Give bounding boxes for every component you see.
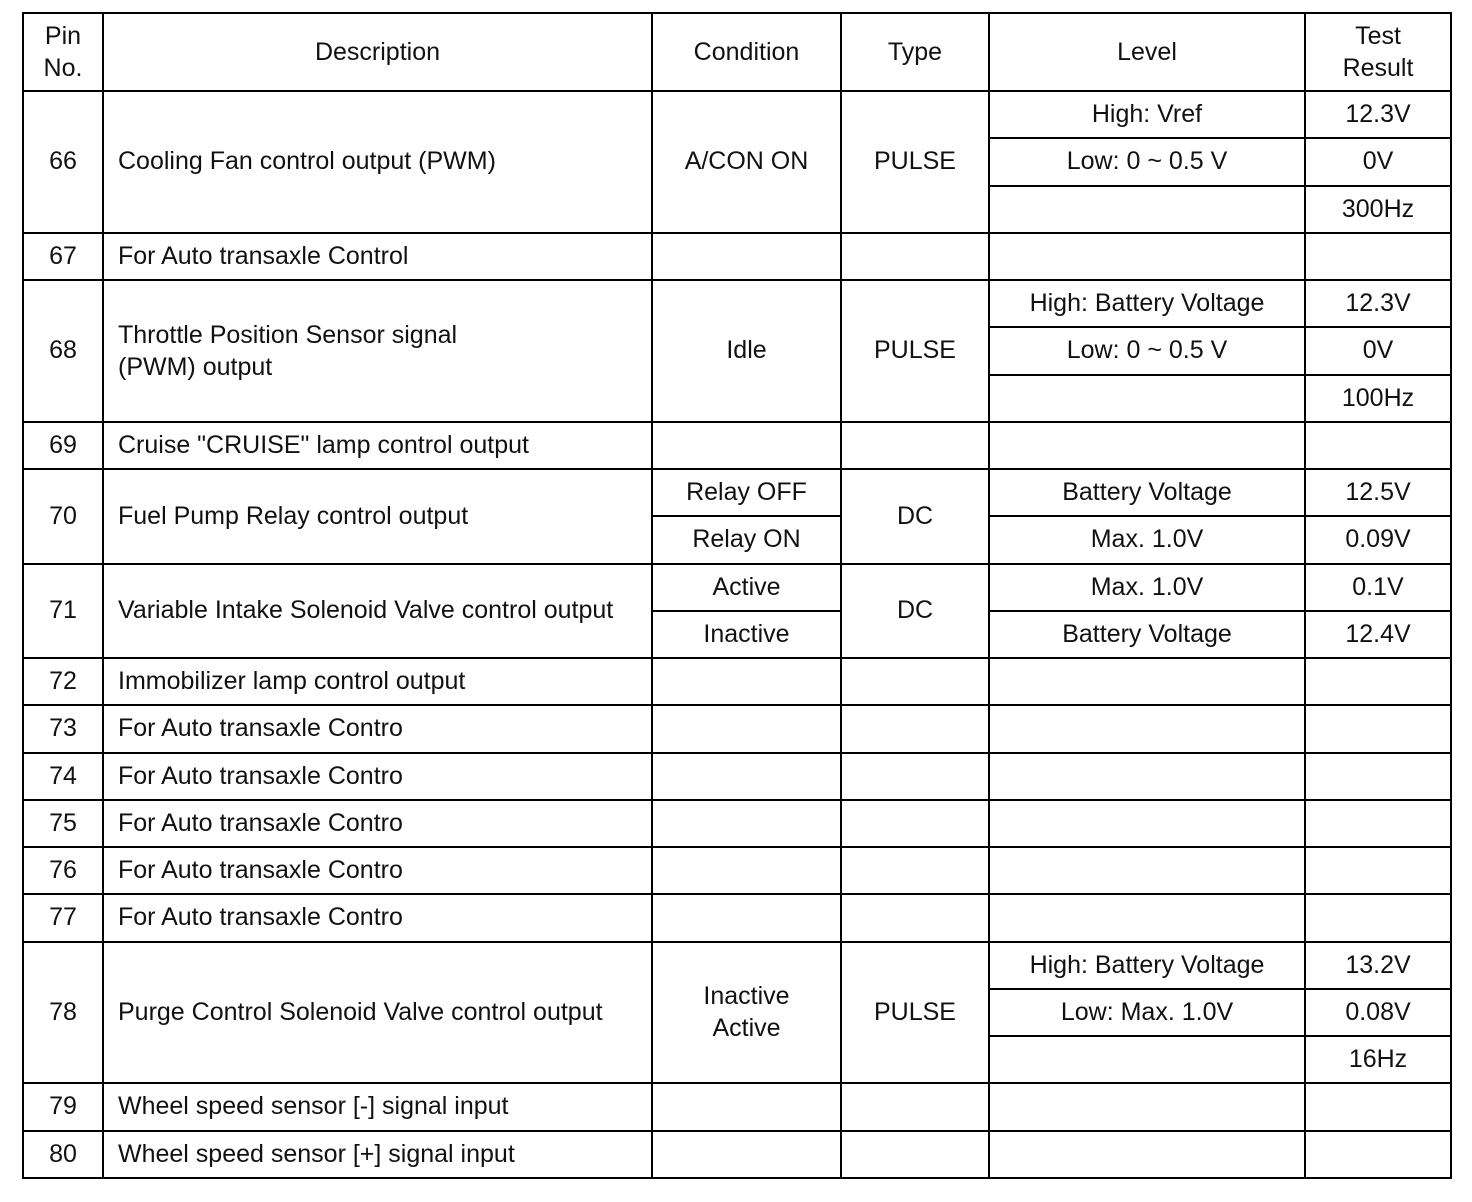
level-high: High: Battery Voltage: [989, 942, 1305, 989]
pin-condition: Inactive: [652, 611, 841, 658]
pin-level: [989, 894, 1305, 941]
table-row-pin-72: [23, 658, 1451, 705]
pin-level: [989, 705, 1305, 752]
header-description: Description: [103, 13, 652, 91]
pin-description: For Auto transaxle Contro: [103, 847, 652, 894]
pin-result: [1305, 753, 1451, 800]
pin-result: [1305, 705, 1451, 752]
pin-level: [989, 658, 1305, 705]
table-row-pin-67: [23, 233, 1451, 280]
result-frequency: 300Hz: [1305, 186, 1451, 233]
level-low: Low: Max. 1.0V: [989, 989, 1305, 1036]
result-low: 0V: [1305, 138, 1451, 185]
level-low: Low: 0 ~ 0.5 V: [989, 327, 1305, 374]
pin-result: [1305, 894, 1451, 941]
pin-type: PULSE: [841, 280, 989, 422]
pin-condition: [652, 1131, 841, 1179]
pin-type: [841, 422, 989, 469]
header-condition: Condition: [652, 13, 841, 91]
pin-result: 12.4V: [1305, 611, 1451, 658]
pin-type: DC: [841, 564, 989, 659]
pin-type: DC: [841, 469, 989, 564]
pin-number: 69: [23, 422, 103, 469]
pin-number: 68: [23, 280, 103, 422]
header-pin-no: Pin No.: [23, 13, 103, 91]
result-low: 0V: [1305, 327, 1451, 374]
pin-condition: [652, 422, 841, 469]
pin-description: For Auto transaxle Control: [103, 233, 652, 280]
pin-condition: Active: [652, 564, 841, 611]
pin-condition: [652, 753, 841, 800]
pin-type: [841, 847, 989, 894]
pin-condition: [652, 800, 841, 847]
pin-level: Battery Voltage: [989, 611, 1305, 658]
pin-number: 79: [23, 1083, 103, 1130]
result-high: 13.2V: [1305, 942, 1451, 989]
pin-level: [989, 1083, 1305, 1130]
pin-condition: Relay ON: [652, 516, 841, 563]
pin-condition: [652, 1083, 841, 1130]
pin-result: [1305, 658, 1451, 705]
pin-level: Max. 1.0V: [989, 564, 1305, 611]
pin-level: [989, 233, 1305, 280]
result-frequency: 16Hz: [1305, 1036, 1451, 1083]
pin-result: 12.5V: [1305, 469, 1451, 516]
header-type: Type: [841, 13, 989, 91]
level-high: High: Vref: [989, 91, 1305, 138]
pin-result: [1305, 233, 1451, 280]
pin-condition: [652, 658, 841, 705]
pin-level: Max. 1.0V: [989, 516, 1305, 563]
header-test-result: Test Result: [1305, 13, 1451, 91]
level-empty: [989, 375, 1305, 422]
result-low: 0.08V: [1305, 989, 1451, 1036]
pin-number: 72: [23, 658, 103, 705]
table-row-pin-68: [23, 280, 1451, 327]
pin-type: [841, 1131, 989, 1179]
pin-description: Purge Control Solenoid Valve control output: [103, 942, 652, 1084]
pin-description: For Auto transaxle Contro: [103, 894, 652, 941]
pin-number: 78: [23, 942, 103, 1084]
table-row-pin-75: [23, 800, 1451, 847]
pin-description: Cooling Fan control output (PWM): [103, 91, 652, 233]
pin-type: [841, 233, 989, 280]
level-low: Low: 0 ~ 0.5 V: [989, 138, 1305, 185]
pin-condition: Inactive Active: [652, 942, 841, 1084]
pin-type: [841, 1083, 989, 1130]
pin-condition: Idle: [652, 280, 841, 422]
pin-type: [841, 658, 989, 705]
ecu-pin-test-table: [22, 12, 1452, 1179]
pin-number: 66: [23, 91, 103, 233]
level-empty: [989, 1036, 1305, 1083]
pin-number: 74: [23, 753, 103, 800]
pin-condition: Relay OFF: [652, 469, 841, 516]
pin-number: 67: [23, 233, 103, 280]
pin-number: 75: [23, 800, 103, 847]
pin-number: 71: [23, 564, 103, 659]
pin-number: 70: [23, 469, 103, 564]
pin-level: Battery Voltage: [989, 469, 1305, 516]
pin-description: Wheel speed sensor [+] signal input: [103, 1131, 652, 1179]
pin-description: Throttle Position Sensor signal (PWM) output: [103, 280, 652, 422]
pin-type: [841, 753, 989, 800]
result-high: 12.3V: [1305, 280, 1451, 327]
pin-number: 77: [23, 894, 103, 941]
pin-condition: [652, 847, 841, 894]
pin-description: For Auto transaxle Contro: [103, 800, 652, 847]
pin-number: 73: [23, 705, 103, 752]
table-row-pin-79: [23, 1083, 1451, 1130]
pin-result: [1305, 1083, 1451, 1130]
pin-level: [989, 422, 1305, 469]
pin-number: 76: [23, 847, 103, 894]
pin-condition: A/CON ON: [652, 91, 841, 233]
result-frequency: 100Hz: [1305, 375, 1451, 422]
table-row-pin-76: [23, 847, 1451, 894]
pin-description: Cruise "CRUISE" lamp control output: [103, 422, 652, 469]
pin-description: For Auto transaxle Contro: [103, 705, 652, 752]
pin-result: 0.09V: [1305, 516, 1451, 563]
table-header-row: [23, 13, 1451, 91]
pin-condition: [652, 233, 841, 280]
pin-level: [989, 800, 1305, 847]
pin-description: Wheel speed sensor [-] signal input: [103, 1083, 652, 1130]
pin-type: [841, 705, 989, 752]
pin-description: For Auto transaxle Contro: [103, 753, 652, 800]
pin-level: [989, 847, 1305, 894]
pin-result: [1305, 1131, 1451, 1179]
pin-condition: [652, 894, 841, 941]
table-row-pin-80: [23, 1131, 1451, 1179]
pin-result: [1305, 422, 1451, 469]
level-empty: [989, 186, 1305, 233]
pin-type: PULSE: [841, 942, 989, 1084]
table-row-pin-70: [23, 469, 1451, 516]
level-high: High: Battery Voltage: [989, 280, 1305, 327]
pin-level: [989, 753, 1305, 800]
pin-level: [989, 1131, 1305, 1179]
pin-result: 0.1V: [1305, 564, 1451, 611]
pin-description: Immobilizer lamp control output: [103, 658, 652, 705]
pin-result: [1305, 847, 1451, 894]
table-row-pin-74: [23, 753, 1451, 800]
pin-condition: [652, 705, 841, 752]
table-row-pin-77: [23, 894, 1451, 941]
pin-type: [841, 894, 989, 941]
table-row-pin-66: [23, 91, 1451, 138]
pin-number: 80: [23, 1131, 103, 1179]
pin-result: [1305, 800, 1451, 847]
pin-description: Variable Intake Solenoid Valve control output: [103, 564, 652, 659]
result-high: 12.3V: [1305, 91, 1451, 138]
table-row-pin-69: [23, 422, 1451, 469]
table-row-pin-73: [23, 705, 1451, 752]
header-level: Level: [989, 13, 1305, 91]
table-row-pin-78: [23, 942, 1451, 989]
pin-type: PULSE: [841, 91, 989, 233]
pin-description: Fuel Pump Relay control output: [103, 469, 652, 564]
pin-type: [841, 800, 989, 847]
table-row-pin-71: [23, 564, 1451, 611]
